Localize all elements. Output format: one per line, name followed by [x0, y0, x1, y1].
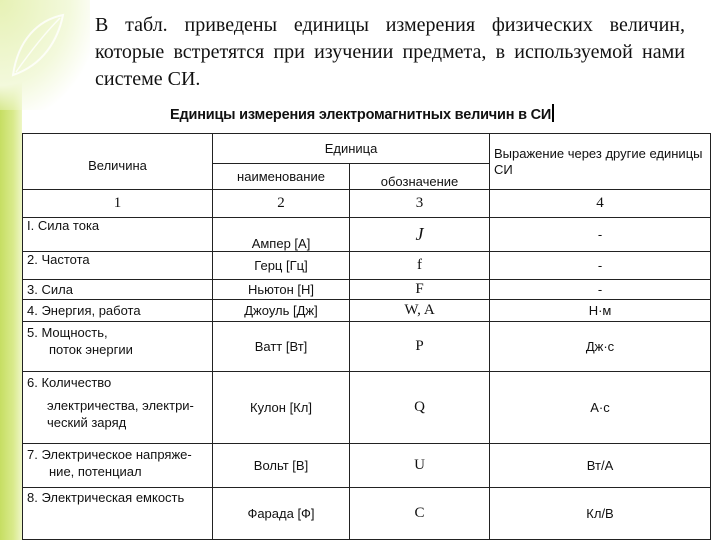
- unit-name-cell: Кулон [Кл]: [213, 372, 350, 444]
- unit-symbol-cell: J: [350, 218, 490, 252]
- quantity-cell: 2. Частота: [23, 252, 213, 280]
- unit-symbol-cell: C: [350, 488, 490, 540]
- table-title-text: Единицы измерения электромагнитных величин в СИ: [170, 107, 552, 123]
- unit-symbol-cell: U: [350, 444, 490, 488]
- column-number: 1: [23, 190, 213, 218]
- header-row-top: [23, 134, 711, 164]
- header-unit-name: наименование: [213, 164, 350, 190]
- quantity-line-cont: поток энергии: [49, 342, 133, 357]
- leaf-watermark-icon: [8, 10, 68, 80]
- quantity-line: 7. Электрическое напряже-: [27, 447, 192, 462]
- unit-name-cell: Герц [Гц]: [213, 252, 350, 280]
- unit-name-cell: Джоуль [Дж]: [213, 300, 350, 322]
- expression-cell: А·с: [490, 372, 711, 444]
- table-title: [170, 104, 554, 123]
- header-expression: Выражение через другие единицы СИ: [490, 134, 711, 190]
- table-row: [23, 280, 711, 300]
- quantity-line: 6. Количество: [27, 375, 112, 390]
- quantity-cell: I. Сила тока: [23, 218, 213, 252]
- quantity-cell: 8. Электрическая емкость: [23, 488, 213, 540]
- expression-cell: -: [490, 252, 711, 280]
- table-row: [23, 488, 711, 540]
- header-unit-symbol: обозначение: [350, 164, 490, 190]
- unit-name-cell: Ньютон [Н]: [213, 280, 350, 300]
- table-row: [23, 372, 711, 444]
- unit-name-cell: Фарада [Ф]: [213, 488, 350, 540]
- quantity-cell: [23, 322, 213, 372]
- unit-name-cell: Ватт [Вт]: [213, 322, 350, 372]
- expression-cell: Вт/А: [490, 444, 711, 488]
- expression-cell: -: [490, 280, 711, 300]
- unit-symbol-cell: P: [350, 322, 490, 372]
- quantity-cell: 3. Сила: [23, 280, 213, 300]
- table-row: [23, 300, 711, 322]
- header-unit: Единица: [213, 134, 490, 164]
- column-number: 3: [350, 190, 490, 218]
- header-quantity: Величина: [23, 134, 213, 190]
- table-row: [23, 218, 711, 252]
- quantity-cell: 4. Энергия, работа: [23, 300, 213, 322]
- expression-cell: -: [490, 218, 711, 252]
- table-row: [23, 252, 711, 280]
- expression-cell: Дж·с: [490, 322, 711, 372]
- quantity-cell: [23, 372, 213, 444]
- units-table: [22, 133, 711, 540]
- table-row: [23, 322, 711, 372]
- intro-paragraph: В табл. приведены единицы измерения физических величин, которые встретятся при изучении предмета, в используемой нами системе СИ.: [95, 14, 685, 90]
- unit-name-cell: Вольт [В]: [213, 444, 350, 488]
- column-number: 2: [213, 190, 350, 218]
- expression-cell: Кл/В: [490, 488, 711, 540]
- unit-symbol-cell: F: [350, 280, 490, 300]
- unit-symbol-cell: Q: [350, 372, 490, 444]
- unit-symbol-cell: W, A: [350, 300, 490, 322]
- table-row: [23, 444, 711, 488]
- quantity-line-cont: электричества, электри-ческий заряд: [47, 398, 194, 430]
- column-number: 4: [490, 190, 711, 218]
- unit-symbol-cell: f: [350, 252, 490, 280]
- expression-cell: Н·м: [490, 300, 711, 322]
- column-number-row: [23, 190, 711, 218]
- quantity-line-cont: ние, потенциал: [49, 464, 142, 479]
- quantity-cell: [23, 444, 213, 488]
- unit-name-cell: Ампер [А]: [213, 218, 350, 252]
- text-cursor: [552, 104, 554, 122]
- quantity-line: 5. Мощность,: [27, 325, 108, 340]
